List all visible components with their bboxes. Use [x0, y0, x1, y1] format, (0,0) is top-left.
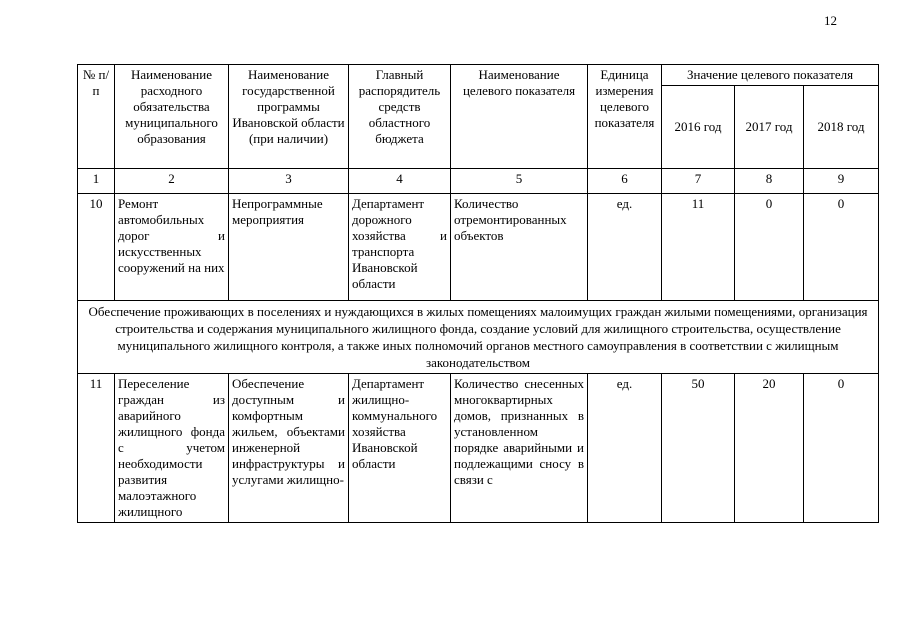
header-value-group: Значение целевого показателя — [662, 65, 879, 86]
column-number: 4 — [349, 169, 451, 194]
target-indicators-table — [77, 64, 879, 523]
row-value-2018: 0 — [804, 374, 879, 523]
row-program: Непрограммные мероприятия — [229, 194, 349, 301]
header-num: № п/п — [78, 65, 115, 169]
row-unit: ед. — [588, 194, 662, 301]
column-number: 6 — [588, 169, 662, 194]
row-value-2016: 50 — [662, 374, 735, 523]
column-number: 7 — [662, 169, 735, 194]
header-manager: Главный распорядитель средств областного бюджета — [349, 65, 451, 169]
page-number: 12 — [824, 13, 837, 28]
header-year-2018: 2018 год — [804, 86, 879, 169]
row-value-2016: 11 — [662, 194, 735, 301]
header-obligation: Наименование расходного обязательства муниципального образования — [115, 65, 229, 169]
column-number: 1 — [78, 169, 115, 194]
row-manager: Департамент жилищно-коммунального хозяйства Ивановской области — [349, 374, 451, 523]
row-program: Обеспечение доступным и комфортным жильем, объектами инженерной инфраструктуры и услугами жилищно- — [229, 374, 349, 523]
row-indicator: Количество отремонтированных объектов — [451, 194, 588, 301]
column-number: 5 — [451, 169, 588, 194]
row-indicator: Количество снесенных многоквартирных домов, признанных в установленном порядке аварийными и подлежащими сносу в связи с — [451, 374, 588, 523]
section-title: Обеспечение проживающих в поселениях и нуждающихся в жилых помещениях малоимущих граждан жилыми помещениями, организация строительства и содержания муниципального жилищного фонда, создание условий для жилищного строительства, осуществление муниципального жилищного контроля, а также иных полномочий органов местного самоуправления в соответствии с жилищным законодательством — [78, 301, 879, 374]
row-num: 10 — [78, 194, 115, 301]
row-value-2018: 0 — [804, 194, 879, 301]
row-num: 11 — [78, 374, 115, 523]
column-numbers-row — [78, 169, 879, 194]
header-indicator: Наименование целевого показателя — [451, 65, 588, 169]
row-value-2017: 20 — [735, 374, 804, 523]
column-number: 2 — [115, 169, 229, 194]
header-program: Наименование государственной программы Ивановской области (при наличии) — [229, 65, 349, 169]
column-number: 3 — [229, 169, 349, 194]
column-number: 8 — [735, 169, 804, 194]
column-number: 9 — [804, 169, 879, 194]
table-row — [78, 194, 879, 301]
table-row — [78, 374, 879, 523]
header-row — [78, 65, 879, 86]
row-obligation: Переселение граждан из аварийного жилищного фонда с учетом необходимости развития малоэтажного жилищного — [115, 374, 229, 523]
row-obligation: Ремонт автомобильных дорог и искусственных сооружений на них — [115, 194, 229, 301]
header-year-2016: 2016 год — [662, 86, 735, 169]
header-unit: Единица измерения целевого показателя — [588, 65, 662, 169]
row-value-2017: 0 — [735, 194, 804, 301]
row-manager: Департамент дорожного хозяйства и транспорта Ивановской области — [349, 194, 451, 301]
section-row — [78, 301, 879, 374]
header-year-2017: 2017 год — [735, 86, 804, 169]
row-unit: ед. — [588, 374, 662, 523]
